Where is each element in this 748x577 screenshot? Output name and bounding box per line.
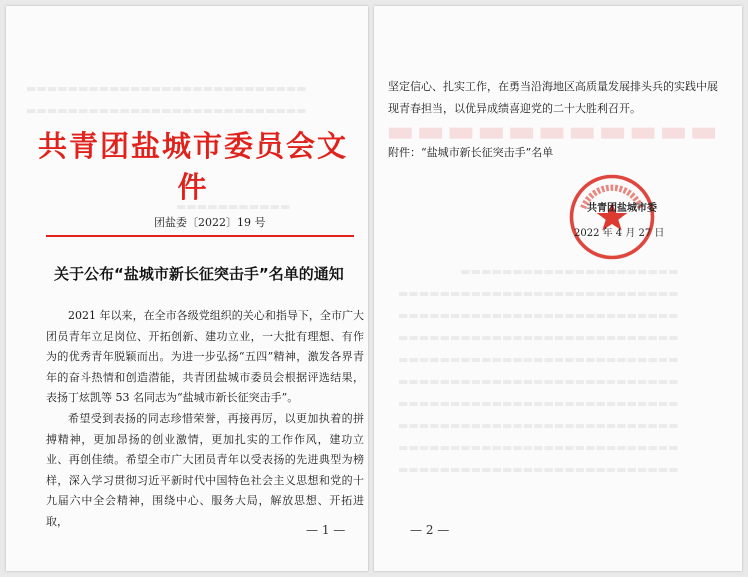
show-through-text: ▬▬▬▬▬▬▬▬▬▬▬▬▬▬▬▬▬▬▬▬▬▬▬▬▬▬▬ ▬▬▬▬▬▬▬▬▬▬▬▬▬▬▬▬▬▬▬▬▬▬▬▬▬▬▬ — [26, 82, 307, 117]
issuer-name: 共青团盐城市委 — [587, 203, 657, 214]
document-page-1 — [6, 6, 368, 571]
document-page-2 — [374, 6, 742, 571]
body-paragraph: 2021 年以来，在全市各级党组织的关心和指导下，全市广大团员青年立足岗位、开拓创新、建功立业，一大批有理想、有作为的优秀青年脱颖而出。为进一步弘扬“五四”精神，激发各界青年的奋斗热情和创造潜能，共青团盐城市委员会根据评选结果，表扬丁炫凯等 53 名同志为“盐城市新长征突击手”。 — [46, 309, 364, 405]
official-seal-icon — [567, 172, 657, 262]
notice-title: 关于公布“盐城市新长征突击手”名单的通知 — [54, 265, 344, 283]
document-masthead: 共青团盐城市委员会文件 — [37, 129, 348, 204]
page-number: — 1 — — [306, 523, 346, 537]
page-number: — 2 — — [410, 523, 450, 537]
body-paragraph: 坚定信心、扎实工作，在勇当沿海地区高质量发展排头兵的实践中展现青春担当，以优异成绩喜迎党的二十大胜利召开。 — [388, 80, 718, 115]
issue-date: 2022 年 4 月 27 日 — [574, 228, 665, 239]
show-through-masthead: ▬▬▬▬▬▬▬▬▬▬▬ — [384, 114, 718, 149]
notice-body — [46, 306, 364, 533]
document-number: 团盐委〔2022〕19 号 — [154, 216, 266, 229]
continued-body — [388, 76, 718, 120]
attachment-line: 附件：“盐城市新长征突击手”名单 — [388, 146, 554, 159]
body-paragraph: 希望受到表扬的同志珍惜荣誉，再接再厉，以更加执着的拼搏精神，更加昂扬的创业激情，更加扎实的工作作风，建功立业、再创佳绩。希望全市广大团员青年以受表扬的先进典型为榜样，深入学习贯彻习近平新时代中国特色社会主义思想和党的十九届六中全会精神，围绕中心、服务大局，解放思想、开拓进取， — [46, 411, 364, 528]
show-through-text: ▬▬▬▬▬▬▬▬▬▬▬▬▬▬▬▬▬▬▬▬▬ ▬▬▬▬▬▬▬▬▬▬▬▬▬▬▬▬▬▬▬▬▬▬▬▬▬▬▬ ▬▬▬▬▬▬▬▬▬▬▬▬▬▬▬▬▬▬▬▬▬▬▬▬▬▬▬ ▬▬▬▬▬▬▬▬▬▬▬▬▬▬▬▬▬▬▬▬▬▬▬▬▬▬▬ ▬▬▬▬▬▬▬▬▬▬▬▬▬▬▬▬▬▬▬▬▬▬▬▬▬▬▬ ▬▬▬▬▬▬▬▬▬▬▬▬▬▬▬▬▬▬▬▬▬▬▬▬▬▬▬ ▬▬▬▬▬▬▬▬▬▬▬▬▬▬▬▬▬▬▬▬▬▬▬▬▬▬▬ ▬▬▬▬▬▬▬▬▬▬▬▬▬▬▬▬▬▬▬▬▬▬▬▬▬▬▬ ▬▬▬▬▬▬▬▬▬▬▬▬▬▬▬▬▬▬▬▬▬▬▬▬▬▬▬ ▬▬▬▬▬▬▬▬▬▬▬▬▬▬▬▬▬▬▬▬▬▬▬▬▬▬▬ — [398, 265, 679, 476]
show-through-text: ▬▬▬▬▬▬▬▬▬▬▬ — [176, 200, 291, 213]
red-divider-line — [46, 235, 354, 237]
